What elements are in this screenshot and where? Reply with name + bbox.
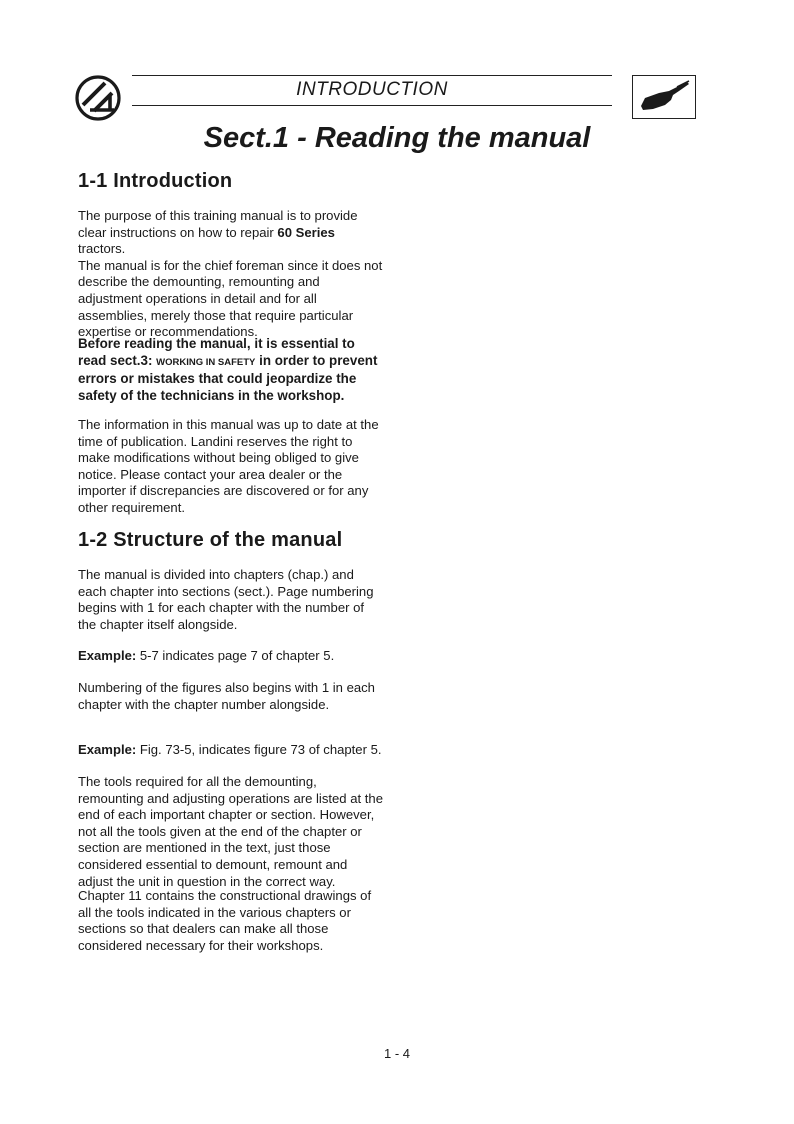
intro-p1-text-a: The purpose of this training manual is to provide clear instructions on how to repair: [78, 208, 358, 240]
intro-p1-text-c: tractors.: [78, 241, 126, 257]
intro-paragraph-3: The information in this manual was up to date at the time of publication. Landini reserves the right to make modifications without being obliged to give notice. Please contact your area dealer or the importer if discrepancies are discovered or for any other requirement.: [78, 417, 379, 515]
structure-paragraph-3: The tools required for all the demounting, remounting and adjusting operations are listed at the end of each important chapter or section. However, not all the tools given at the end of the chapter or section are mentioned in the text, just those considered essential to demount, remount and adjust the unit in question in the correct way.: [78, 774, 383, 889]
header-rule-top: [132, 75, 612, 76]
structure-paragraph-2: Numbering of the figures also begins with 1 in each chapter with the chapter number alongside.: [78, 680, 375, 712]
header-title: INTRODUCTION: [296, 79, 448, 100]
example-1-text: 5-7 indicates page 7 of chapter 5.: [136, 648, 335, 663]
landini-logo-icon: [74, 74, 122, 122]
example-2-text: Fig. 73-5, indicates figure 73 of chapter 5.: [136, 742, 382, 757]
pointing-hand-icon: [633, 76, 695, 118]
example-2-label: Example:: [78, 742, 137, 757]
series-name: 60 Series: [277, 224, 335, 240]
safety-text-c: in order to prevent errors or mistakes that could jeopardize the safety of the technicians in the workshop.: [78, 352, 378, 403]
example-1-label: Example:: [78, 648, 137, 663]
working-in-safety-ref: WORKING IN SAFETY: [156, 356, 256, 368]
heading-structure: 1-2 Structure of the manual: [78, 529, 343, 551]
intro-p1-text-d: The manual is for the chief foreman since it does not describe the demounting, remounting and adjustment operations in detail and for all assemblies, merely those that require particular expertise or recommendations.: [78, 257, 383, 340]
intro-paragraph-1: [78, 208, 384, 341]
header-rule-bottom: [132, 105, 612, 106]
pointing-hand-box: [632, 75, 696, 119]
section-title: Sect.1 - Reading the manual: [203, 122, 591, 154]
safety-warning-paragraph: [78, 336, 384, 404]
page-number: 1 - 4: [383, 1046, 410, 1061]
example-2: [78, 742, 384, 759]
heading-introduction: 1-1 Introduction: [78, 170, 233, 192]
structure-paragraph-4: Chapter 11 contains the constructional drawings of all the tools indicated in the various chapters or sections so that dealers can make all those considered necessary for their workshops.: [78, 888, 372, 953]
safety-text-a: Before reading the manual, it is essential to read sect.3:: [78, 336, 355, 368]
example-1: [78, 648, 384, 665]
structure-paragraph-1: The manual is divided into chapters (chap.) and each chapter into sections (sect.). Page numbering begins with 1 for each chapter with the number of the chapter itself alongside.: [78, 567, 374, 632]
